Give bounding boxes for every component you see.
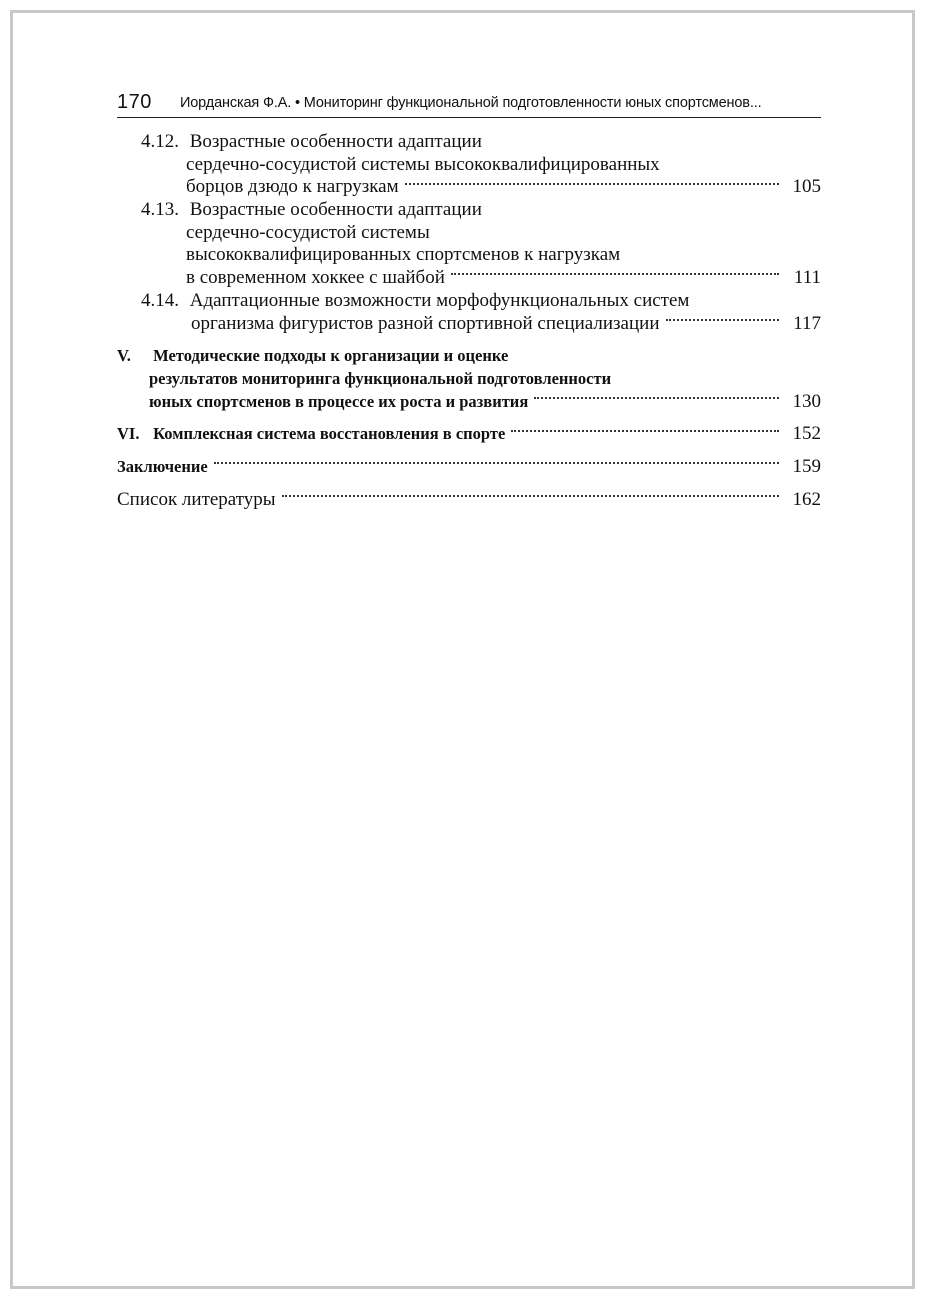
table-of-contents: [117, 131, 821, 511]
toc-page-number: 152: [792, 423, 821, 445]
leader-dots: [405, 183, 779, 185]
toc-chapter-5-last[interactable]: [117, 391, 821, 414]
toc-chapter-title: Комплексная система восстановления в спорте: [153, 424, 506, 444]
toc-chapter-title-cont: результатов мониторинга функциональной подготовленности: [149, 368, 612, 388]
toc-entry-title-cont: в современном хоккее с шайбой: [186, 267, 445, 289]
toc-entry-4-14-line1: [117, 290, 821, 313]
toc-entry-4-13-last[interactable]: [117, 267, 821, 290]
toc-references[interactable]: [117, 489, 821, 512]
toc-chapter-title: Заключение: [117, 456, 208, 476]
toc-page-number: 117: [793, 312, 821, 334]
toc-entry-title: Возрастные особенности адаптации: [189, 199, 482, 221]
leader-dots: [214, 462, 779, 464]
toc-entry-number: 4.12.: [141, 131, 179, 152]
toc-page-number: 111: [793, 267, 821, 289]
leader-dots: [511, 430, 779, 432]
toc-page-number: 159: [792, 455, 821, 477]
toc-chapter-number: VI.: [117, 424, 140, 444]
toc-entry-title-cont: сердечно-сосудистой системы: [186, 221, 430, 243]
toc-chapter-title: Список литературы: [117, 488, 276, 510]
leader-dots: [666, 319, 780, 321]
toc-entry-title-cont: сердечно-сосудистой системы высококвалифицированных: [186, 153, 660, 175]
toc-entry-number: 4.14.: [141, 289, 179, 311]
toc-entry-title: Адаптационные возможности морфофункциональных систем: [189, 289, 690, 311]
toc-conclusion[interactable]: [117, 456, 821, 479]
leader-dots: [534, 397, 779, 399]
toc-chapter-title: Методические подходы к организации и оценке: [153, 346, 509, 366]
leader-dots: [451, 273, 779, 275]
toc-entry-4-13-line1: [117, 199, 821, 222]
toc-page-number: 162: [792, 488, 821, 510]
toc-entry-title: Возрастные особенности адаптации: [189, 131, 482, 152]
toc-entry-4-12-last[interactable]: [117, 176, 821, 199]
running-head: Иорданская Ф.А. • Мониторинг функциональной подготовленности юных спортсменов...: [180, 95, 762, 111]
toc-chapter-number: V.: [117, 346, 131, 366]
page-number: 170: [117, 91, 152, 113]
page-header: [117, 91, 821, 118]
toc-entry-4-14-last[interactable]: [117, 313, 821, 336]
toc-chapter-5-line1: [117, 345, 821, 368]
leader-dots: [282, 495, 779, 497]
toc-page-number: 105: [792, 176, 821, 198]
toc-entry-title-cont: организма фигуристов разной спортивной специализации: [191, 312, 660, 334]
toc-entry-title-cont: борцов дзюдо к нагрузкам: [186, 176, 399, 198]
toc-entry-title-cont: высококвалифицированных спортсменов к нагрузкам: [186, 244, 621, 266]
toc-entry-4-12-line1: [117, 131, 821, 154]
toc-page-number: 130: [792, 390, 821, 412]
toc-chapter-title-cont: юных спортсменов в процессе их роста и развития: [149, 391, 529, 411]
toc-entry-number: 4.13.: [141, 199, 179, 221]
toc-chapter-6[interactable]: [117, 423, 821, 446]
